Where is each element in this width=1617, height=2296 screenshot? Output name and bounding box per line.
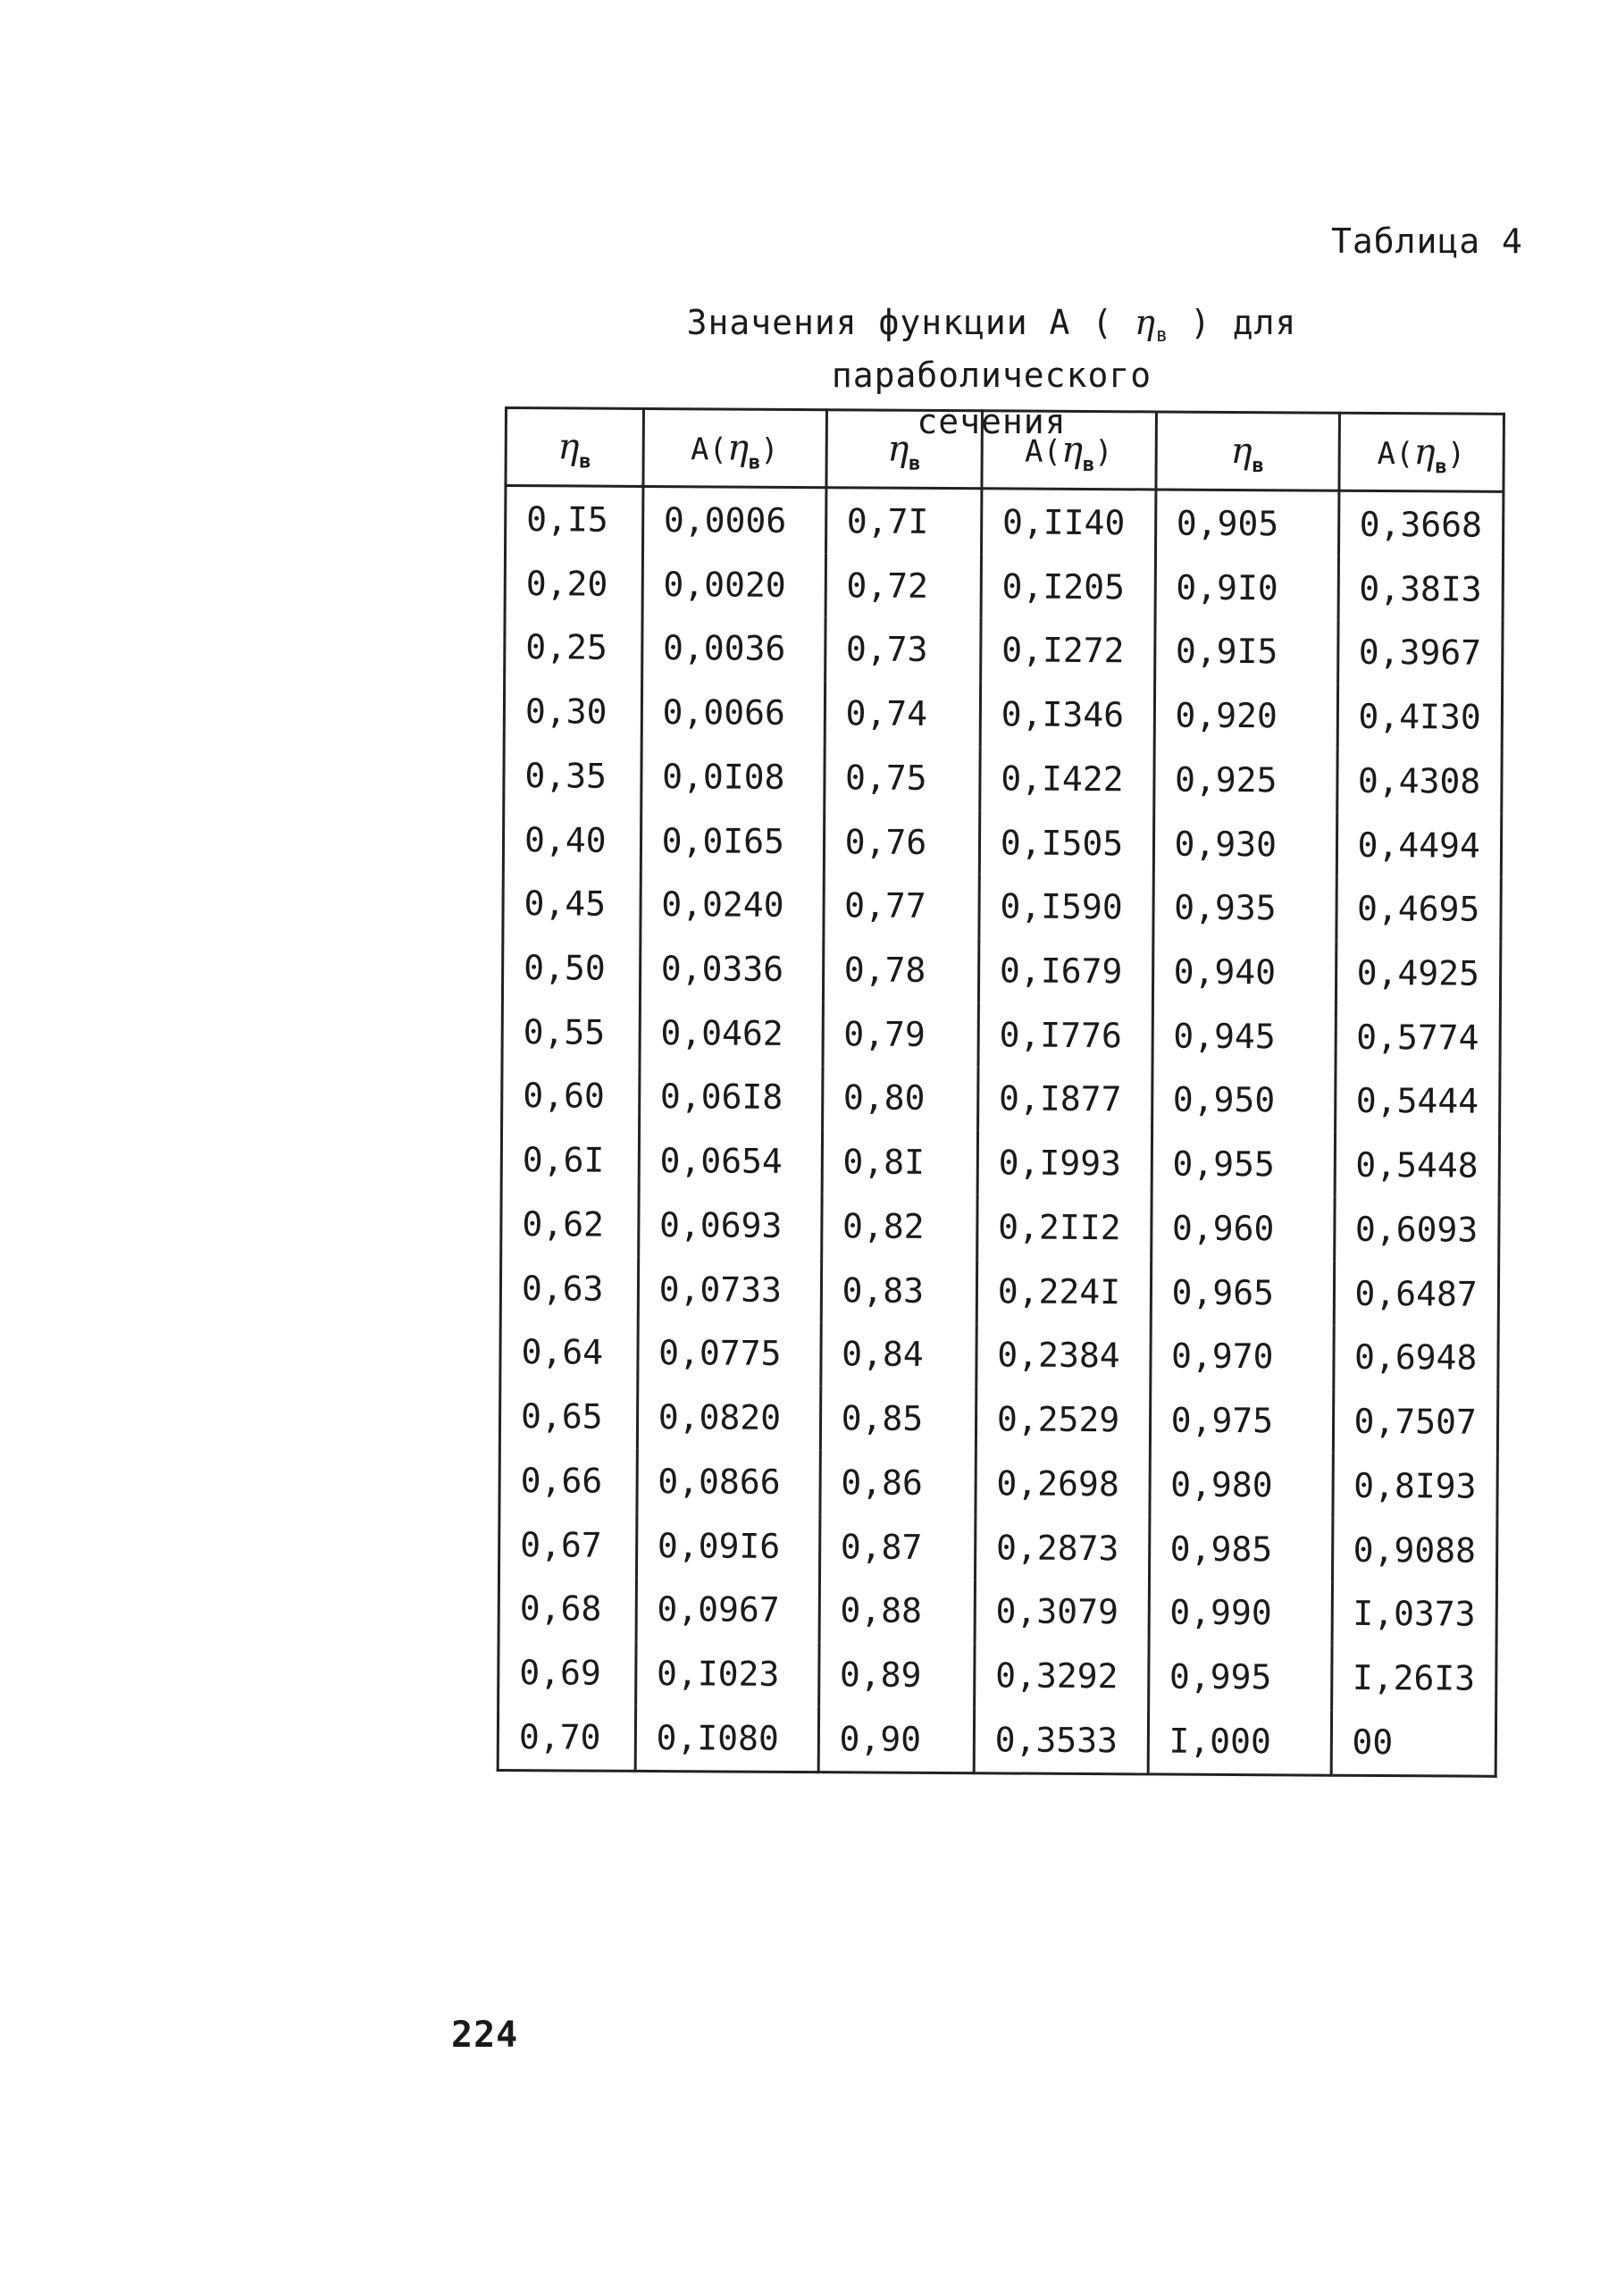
table-row — [499, 1640, 1496, 1711]
eta-value-cell: 0,965 — [1151, 1260, 1334, 1325]
eta-value-cell: 0,65 — [499, 1384, 637, 1449]
a-value-cell: 0,I993 — [977, 1131, 1152, 1196]
eta-value-cell: 0,70 — [498, 1705, 635, 1771]
eta-value-cell: 0,77 — [824, 874, 980, 939]
eta-value-cell: 0,73 — [825, 617, 981, 683]
eta-value-cell: 0,995 — [1148, 1645, 1331, 1710]
eta-value-cell: 0,940 — [1152, 940, 1336, 1005]
eta-value-cell: 0,960 — [1151, 1196, 1334, 1261]
table-row — [499, 1576, 1496, 1647]
a-value-cell: 0,224I — [976, 1259, 1151, 1324]
eta-value-cell: 0,82 — [821, 1194, 977, 1259]
eta-value-cell: 0,74 — [825, 681, 981, 746]
a-value-cell: I,0373 — [1332, 1581, 1497, 1647]
eta-value-cell: 0,9I5 — [1154, 619, 1337, 684]
eta-value-cell: 0,86 — [820, 1450, 976, 1515]
table-row — [504, 743, 1502, 814]
eta-value-cell: 0,62 — [501, 1192, 639, 1257]
a-value-cell: 0,0693 — [638, 1193, 821, 1258]
eta-value-cell: 0,I5 — [506, 486, 643, 552]
function-values-table — [497, 406, 1505, 1778]
a-value-cell: 0,9088 — [1332, 1517, 1497, 1582]
a-value-cell: 0,I679 — [978, 938, 1152, 1003]
a-value-cell: 0,4308 — [1336, 749, 1502, 814]
table-row — [502, 1064, 1500, 1135]
a-value-cell: 0,0036 — [641, 616, 825, 681]
a-value-cell: 0,0967 — [636, 1577, 819, 1642]
a-value-cell: 0,0I08 — [641, 744, 824, 809]
a-value-cell: 0,I023 — [635, 1641, 818, 1706]
eta-value-cell: 0,63 — [500, 1256, 638, 1321]
a-value-cell: 0,3292 — [974, 1643, 1148, 1708]
a-value-cell: 0,2II2 — [977, 1194, 1152, 1260]
a-value-cell: 0,0066 — [641, 680, 825, 745]
eta-value-cell: 0,89 — [818, 1642, 975, 1707]
header-eta: $\eta_в$ — [826, 410, 983, 489]
a-value-cell: 0,5774 — [1336, 1005, 1501, 1070]
a-value-cell: 0,7507 — [1333, 1389, 1498, 1454]
a-value-cell: I,26I3 — [1331, 1646, 1496, 1711]
table-row — [505, 551, 1503, 622]
eta-value-cell: 0,905 — [1155, 490, 1338, 557]
a-value-cell: 0,3668 — [1338, 490, 1504, 557]
a-value-cell: 0,4695 — [1336, 876, 1501, 942]
table-row — [506, 486, 1504, 557]
eta-value-cell: 0,7I — [825, 488, 982, 554]
a-value-cell: 0,0336 — [640, 936, 823, 1001]
a-value-cell: 0,6093 — [1334, 1197, 1499, 1262]
eta-value-cell: 0,55 — [502, 1000, 640, 1065]
a-value-cell: 0,I272 — [980, 618, 1154, 683]
a-value-cell: 0,0866 — [637, 1449, 820, 1514]
eta-value-cell: 0,945 — [1152, 1003, 1336, 1068]
a-value-cell: 0,3533 — [974, 1707, 1148, 1774]
caption-line-2: сечения — [917, 402, 1067, 441]
table-row — [500, 1256, 1498, 1327]
a-value-cell: 0,8I93 — [1332, 1454, 1497, 1519]
caption-line-1 — [518, 299, 1465, 398]
eta-value-cell: 0,60 — [502, 1064, 640, 1129]
caption-eta-subscript: в — [1155, 324, 1169, 347]
eta-value-cell: 0,84 — [820, 1322, 976, 1387]
a-value-cell: 00 — [1331, 1710, 1496, 1777]
eta-value-cell: 0,64 — [500, 1320, 638, 1386]
table-label: Таблица 4 — [1331, 222, 1523, 261]
a-value-cell: 0,0654 — [639, 1128, 822, 1194]
a-value-cell: 0,5448 — [1335, 1133, 1500, 1198]
eta-value-cell: 0,20 — [505, 551, 642, 616]
a-value-cell: 0,2529 — [976, 1387, 1150, 1453]
a-value-cell: 0,0820 — [637, 1385, 820, 1450]
eta-value-cell: 0,985 — [1149, 1516, 1332, 1581]
caption-text-after: ) для параболического — [831, 303, 1297, 395]
eta-value-cell: 0,85 — [820, 1386, 976, 1451]
eta-value-cell: 0,67 — [499, 1513, 637, 1578]
header-eta: $\eta_в$ — [1156, 412, 1339, 490]
a-value-cell: 0,II40 — [981, 489, 1155, 555]
eta-value-cell: 0,72 — [825, 553, 982, 618]
eta-value-cell: 0,78 — [823, 937, 979, 1002]
caption-text-before: Значения функции A ( — [686, 303, 1135, 342]
a-value-cell: 0,4494 — [1336, 812, 1502, 877]
eta-value-cell: 0,9I0 — [1155, 555, 1338, 620]
caption-eta-symbol: η — [1135, 303, 1156, 342]
a-value-cell: 0,4I30 — [1337, 684, 1503, 750]
table-row — [503, 808, 1501, 878]
eta-value-cell: 0,76 — [824, 809, 980, 875]
table-row — [499, 1448, 1497, 1519]
a-value-cell: 0,I590 — [979, 875, 1153, 940]
table-row — [498, 1705, 1496, 1776]
a-value-cell: 0,09I6 — [636, 1513, 819, 1579]
eta-value-cell: 0,87 — [819, 1514, 976, 1580]
a-value-cell: 0,I422 — [980, 746, 1154, 811]
table-row — [505, 615, 1503, 685]
table-row — [501, 1192, 1499, 1262]
eta-value-cell: 0,40 — [503, 808, 641, 873]
a-value-cell: 0,3079 — [975, 1580, 1149, 1645]
eta-value-cell: 0,950 — [1152, 1068, 1335, 1133]
a-value-cell: 0,0020 — [642, 552, 825, 617]
eta-value-cell: 0,66 — [499, 1448, 637, 1513]
a-value-cell: 0,0240 — [641, 872, 824, 937]
eta-value-cell: 0,69 — [499, 1640, 636, 1705]
a-value-cell: 0,I205 — [981, 554, 1155, 619]
a-value-cell: 0,I505 — [979, 810, 1153, 876]
a-value-cell: 0,38I3 — [1338, 556, 1504, 621]
a-value-cell: 0,0I65 — [641, 809, 824, 874]
eta-value-cell: 0,975 — [1150, 1388, 1333, 1454]
eta-value-cell: 0,935 — [1152, 876, 1336, 941]
table-row — [499, 1384, 1497, 1454]
eta-value-cell: 0,79 — [823, 1001, 979, 1067]
a-value-cell: 0,I776 — [978, 1002, 1152, 1068]
eta-value-cell: 0,970 — [1150, 1324, 1333, 1389]
header-a: $A(\eta_в)$ — [1338, 413, 1504, 491]
a-value-cell: 0,2698 — [976, 1451, 1150, 1516]
a-value-cell: 0,I080 — [635, 1705, 818, 1772]
a-value-cell: 0,6487 — [1334, 1261, 1499, 1327]
a-value-cell: 0,0733 — [638, 1257, 821, 1322]
table-row — [500, 1320, 1498, 1391]
a-value-cell: 0,4925 — [1336, 941, 1501, 1006]
a-value-cell: 0,2873 — [975, 1515, 1149, 1580]
eta-value-cell: I,000 — [1148, 1708, 1331, 1775]
eta-value-cell: 0,930 — [1153, 811, 1336, 876]
eta-value-cell: 0,8I — [822, 1130, 978, 1195]
table-row — [503, 871, 1501, 942]
eta-value-cell: 0,920 — [1154, 683, 1337, 749]
table-row — [501, 1127, 1499, 1198]
table-row — [504, 679, 1502, 750]
eta-value-cell: 0,68 — [499, 1576, 636, 1641]
eta-value-cell: 0,75 — [824, 745, 980, 810]
a-value-cell: 0,0775 — [638, 1320, 821, 1386]
a-value-cell: 0,0462 — [640, 1001, 823, 1066]
header-a: $A(\eta_в)$ — [643, 408, 826, 487]
eta-value-cell: 0,925 — [1153, 747, 1336, 812]
table-row — [502, 1000, 1500, 1070]
a-value-cell: 0,0006 — [642, 486, 825, 553]
a-value-cell: 0,3967 — [1337, 620, 1503, 685]
eta-value-cell: 0,955 — [1152, 1132, 1335, 1197]
a-value-cell: 0,5444 — [1335, 1068, 1500, 1134]
eta-value-cell: 0,990 — [1149, 1580, 1332, 1646]
eta-value-cell: 0,35 — [504, 743, 641, 809]
eta-value-cell: 0,980 — [1149, 1452, 1332, 1517]
table-body — [498, 486, 1504, 1777]
page-number: 224 — [451, 2015, 519, 2056]
a-value-cell: 0,I346 — [980, 682, 1154, 747]
header-eta: $\eta_в$ — [506, 408, 643, 487]
eta-value-cell: 0,30 — [504, 679, 641, 744]
eta-value-cell: 0,45 — [503, 871, 641, 936]
eta-value-cell: 0,80 — [822, 1066, 978, 1131]
header-a: $A(\eta_в)$ — [982, 411, 1156, 490]
table-row — [502, 935, 1500, 1006]
a-value-cell: 0,2384 — [976, 1323, 1151, 1388]
a-value-cell: 0,I877 — [977, 1067, 1152, 1132]
table-row — [499, 1513, 1497, 1583]
eta-value-cell: 0,6I — [501, 1127, 639, 1193]
eta-value-cell: 0,83 — [821, 1258, 977, 1323]
eta-value-cell: 0,25 — [505, 615, 642, 680]
a-value-cell: 0,6948 — [1333, 1325, 1498, 1390]
eta-value-cell: 0,50 — [502, 935, 640, 1001]
table-header-row — [506, 408, 1504, 492]
a-value-cell: 0,06I8 — [639, 1065, 822, 1130]
eta-value-cell: 0,88 — [819, 1579, 976, 1644]
eta-value-cell: 0,90 — [818, 1706, 975, 1773]
